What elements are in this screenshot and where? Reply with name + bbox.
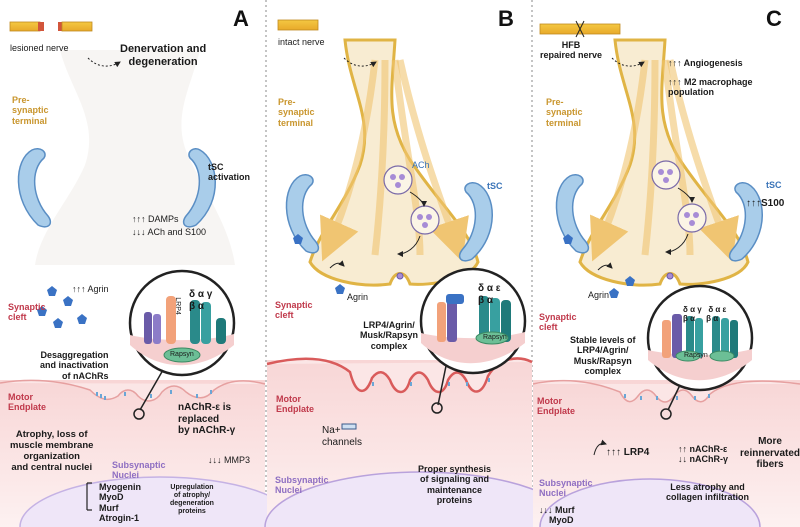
ach-dot bbox=[399, 174, 405, 180]
ach-dot bbox=[693, 212, 699, 218]
vesicle-b-2 bbox=[411, 206, 439, 234]
na-channels-label: Na+ channels bbox=[322, 425, 363, 448]
ach-dot bbox=[663, 177, 669, 183]
panel-label-b: B bbox=[498, 6, 514, 31]
rapsyn-label-b: Rapsyn bbox=[483, 334, 507, 341]
synaptic-cleft-label-c: Synaptic cleft bbox=[539, 312, 577, 333]
ach-dot bbox=[417, 214, 423, 220]
ach-dot bbox=[689, 220, 695, 226]
complex-label-b: LRP4/Agrin/ Musk/Rapsyn complex bbox=[360, 320, 419, 351]
vesicle-c-2 bbox=[678, 204, 706, 232]
nachr-a-3 bbox=[216, 318, 226, 344]
murf-myod-label: ↓↓↓ Murf MyoD bbox=[539, 505, 575, 526]
motor-endplate-label-c: Motor Endplate bbox=[537, 396, 576, 417]
agrin-c-2 bbox=[609, 288, 619, 298]
lesioned-nerve-right bbox=[62, 22, 92, 31]
ach-s100-label: ↓↓↓ ACh and S100 bbox=[132, 227, 207, 237]
rapsyn-label-a: Rapsyn bbox=[170, 351, 194, 358]
agrin-b-2 bbox=[335, 284, 345, 294]
motor-endplate-label-b: Motor Endplate bbox=[276, 394, 315, 415]
agrin-label-c: Agrin bbox=[588, 290, 610, 300]
repaired-nerve-label: HFB repaired nerve bbox=[540, 40, 603, 61]
tsc-label-c: tSC bbox=[766, 180, 782, 190]
agrin-label-a: ↑↑↑ Agrin bbox=[72, 284, 109, 294]
ach-dot bbox=[667, 169, 673, 175]
mmp3-label: ↓↓↓ MMP3 bbox=[208, 455, 251, 465]
tsc-left-c bbox=[556, 175, 588, 253]
nachr-label-c: ↑↑ nAChR-ε ↓↓ nAChR-γ bbox=[678, 444, 728, 465]
ach-dot bbox=[395, 182, 401, 188]
panel-label-c: C bbox=[766, 6, 782, 31]
more-fibers-label: More reinnervated fibers bbox=[740, 436, 800, 470]
agrin-label-b: Agrin bbox=[347, 292, 369, 302]
ach-label: ACh bbox=[412, 160, 430, 170]
tsc-left-b bbox=[286, 175, 318, 253]
lrp4-label-c: ↑↑↑ LRP4 bbox=[606, 447, 650, 458]
agrin-a-2 bbox=[63, 296, 73, 306]
ach-dot bbox=[390, 174, 396, 180]
agrin-bound-b bbox=[446, 294, 464, 304]
damps-label: ↑↑↑ DAMPs bbox=[132, 214, 179, 224]
lrp4-c bbox=[662, 320, 671, 358]
atrophy-label: Atrophy, loss of muscle membrane organization and central nuclei bbox=[10, 429, 94, 473]
ach-dot bbox=[658, 169, 664, 175]
intact-nerve-label: intact nerve bbox=[278, 37, 325, 47]
subunits-a: δ α γ β α bbox=[189, 289, 213, 312]
lesioned-nerve-left bbox=[10, 22, 40, 31]
receptor-a-2 bbox=[153, 314, 161, 344]
ach-dot bbox=[684, 212, 690, 218]
intact-nerve bbox=[278, 20, 318, 30]
synaptic-cleft-label-b: Synaptic cleft bbox=[275, 300, 313, 321]
tsc-activation-label: tSC activation bbox=[208, 162, 251, 183]
stable-label: Stable levels of LRP4/Agrin/ Musk/Rapsyn complex bbox=[570, 335, 636, 377]
tsc-right-c bbox=[730, 183, 763, 261]
epsilon-gamma-label: nAChR-ε is replaced by nAChR-γ bbox=[178, 402, 236, 436]
tsc-label-b: tSC bbox=[487, 181, 503, 191]
receptor-a-1 bbox=[144, 312, 152, 344]
upregulation-label: Upregulation of atrophy/ degeneration proteins bbox=[170, 484, 214, 516]
rapsyn-label-c: Rapsyn bbox=[684, 352, 708, 359]
desaggregation-label: Desaggregation and inactivation of nAChRs bbox=[40, 350, 109, 381]
agrin-a-4 bbox=[77, 314, 87, 324]
less-atrophy-label: Less atrophy and collagen infiltration bbox=[666, 482, 750, 503]
lesion-cut-left bbox=[38, 22, 44, 31]
subsynaptic-label-b: Subsynaptic Nuclei bbox=[275, 475, 329, 496]
subsynaptic-label-a: Subsynaptic Nuclei bbox=[112, 460, 166, 481]
subsynaptic-label-c: Subsynaptic Nuclei bbox=[539, 478, 593, 499]
motor-endplate-label-a: Motor Endplate bbox=[8, 392, 47, 413]
presynaptic-label-c: Pre- synaptic terminal bbox=[546, 97, 583, 128]
tsc-left-a bbox=[18, 149, 50, 227]
agrin-a-1 bbox=[47, 286, 57, 296]
ach-dot bbox=[422, 222, 428, 228]
angiogenesis-label: ↑↑↑ Angiogenesis bbox=[668, 58, 743, 68]
ach-dot bbox=[426, 214, 432, 220]
ach-released-c bbox=[667, 273, 673, 279]
musk-c bbox=[672, 314, 682, 358]
lesioned-nerve-label: lesioned nerve bbox=[10, 43, 69, 53]
synthesis-label: Proper synthesis of signaling and maintenance proteins bbox=[418, 464, 492, 506]
panel-label-a: A bbox=[233, 6, 249, 31]
vesicle-c-1 bbox=[652, 161, 680, 189]
lrp4-label-a: LRP4 bbox=[173, 297, 181, 315]
lrp4-b bbox=[437, 302, 446, 342]
subunits-b: δ α ε β α bbox=[478, 283, 501, 306]
genes-label-a: Myogenin MyoD Murf Atrogin-1 bbox=[99, 482, 141, 524]
subunits-c: δ α γ δ α ε β α β α bbox=[683, 305, 727, 324]
agrin-a-6 bbox=[53, 318, 63, 328]
denervation-title: Denervation and degeneration bbox=[120, 43, 207, 68]
ach-released-b bbox=[397, 273, 403, 279]
presynaptic-label-b: Pre- synaptic terminal bbox=[278, 97, 315, 128]
m2-label: ↑↑↑ M2 macrophage population bbox=[668, 77, 753, 98]
rapsyn-shape-c-2 bbox=[710, 351, 734, 361]
tsc-right-b bbox=[460, 183, 493, 261]
synaptic-cleft-label-a: Synaptic cleft bbox=[8, 302, 46, 323]
s100-label: ↑↑↑S100 bbox=[746, 198, 785, 209]
vesicle-b-1 bbox=[384, 166, 412, 194]
presynaptic-label-a: Pre- synaptic terminal bbox=[12, 95, 49, 126]
